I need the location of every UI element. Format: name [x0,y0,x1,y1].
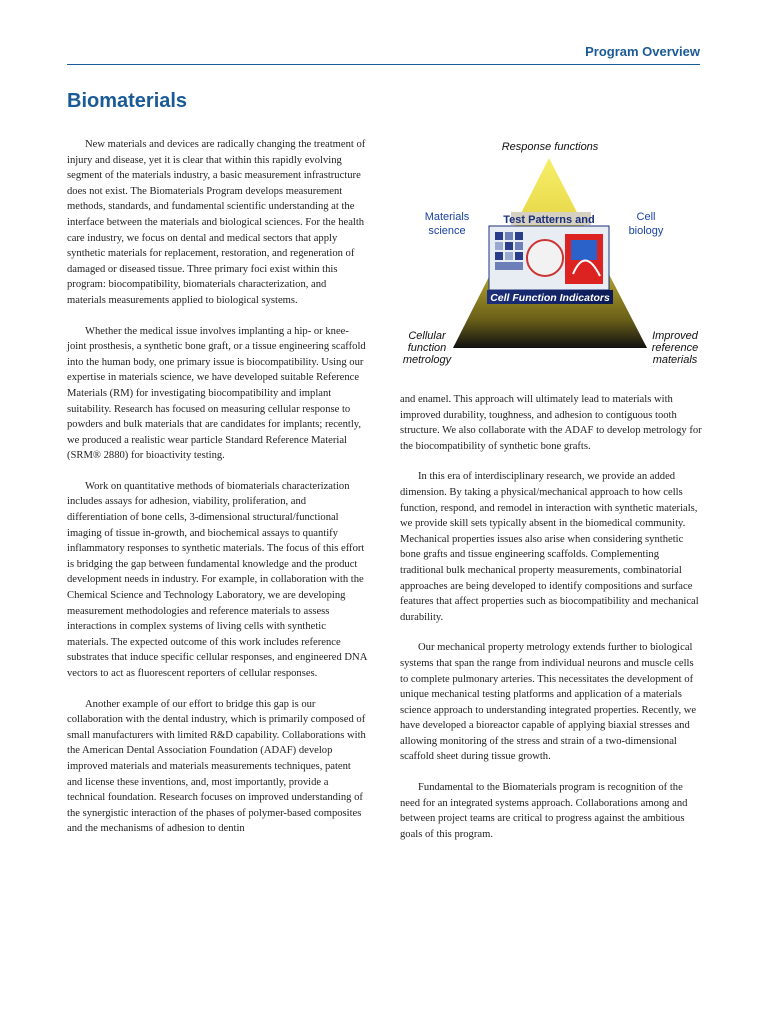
paragraph: Fundamental to the Biomaterials program is recognition of the need for an integrated systems approach. Collaborations among and between project teams are critical to progress against the ambitious goals of this program. [400,782,688,840]
response-functions-label: Response functions [501,141,599,153]
test-patterns-label: Test Patterns and [503,214,595,226]
cell-label: Cell [636,211,656,223]
paragraph: Whether the medical issue involves implanting a hip- or knee-joint prosthesis, a synthetic bone graft, or a tissue engineering scaffold into the human body, one primary issue is biocompatibility. Using our expertise in materials science, we have developed suitable Reference Materials (RM) for investigating biocompatibility and implant suitability. Research has focused on measuring cellular response to powders and bulk materials that are candidates for implants; recently, we produced a realistic wear particle Standard Reference Material (SRM® 2880) for bioactivity testing. [67,325,366,462]
page-title: Biomaterials [67,90,188,112]
function-label: function [407,342,447,354]
improved-label: Improved [652,330,698,342]
header-rule [67,64,700,65]
cell-dish-icon [527,240,563,276]
paragraph: New materials and devices are radically changing the treatment of injury and disease, yet it is clear that within this rapidly evolving segment of the materials industry, a basic measurement infrastructure does not exist. The Biomaterials Program develops measurement methods, standards, and fundamental scientific understanding at the interface between the materials and biological sciences. For the health care industry, we focus on dental and medical sectors that apply synthetic materials for replacement, restoration, and regeneration of damaged or diseased tissue. Three primary foci exist within this program: biocompatibility, biomaterials characterization, and materials measurements applied to biological systems. [67,139,366,306]
pyramid-diagram [395,136,705,368]
metrology-label: metrology [402,354,452,366]
paragraph: Our mechanical property metrology extends further to biological systems that span the range from individual neurons and muscle cells to complete pulmonary arteries. This necessitates the development of unique mechanical testing platforms and application of a materials science approach to understanding integrated properties. Recently, we have developed a bioreactor capable of applying biaxial stresses and allowing monitoring of the stress and strain of a two-dimensional scaffold sheet during tissue growth. [400,642,697,763]
biology-label: biology [628,225,664,237]
paragraph: In this era of interdisciplinary research, we provide an added dimension. By taking a physical/mechanical approach to how cells function, respond, and remodel in interaction with synthetic materials, we provide skill sets typically absent in the biomedical community. Mechanical properties issues also arise when considering synthetic bone grafts and tissue engineering scaffolds. Complementing traditional bulk mechanical property measurements, combinatorial approaches are being developed to identify compositions and surface features that affect properties such as biocompatibility and mechanical durability. [400,471,699,623]
cellular-label: Cellular [408,330,446,342]
paragraph: Work on quantitative methods of biomaterials characterization includes assays for adhesion, viability, proliferation, and differentiation of bone cells, 3-dimensional structural/functional imaging of tissue in-growth, and biochemical assays to quantify inflammatory responses to synthetic materials. The focus of this effort is bridging the gap between fundamental knowledge and the product development needs in industry. For example, in collaboration with the Chemical Science and Technology Laboratory, we are developing measurement methodologies and reference materials to assess interactions in complex systems of living cells with synthetic materials. The expected outcome of this work includes reference substrates that induce specific cellular responses, and engineered DNA vectors to act as fluorescent reporters of cellular responses. [67,480,367,679]
cell-function-label: Cell Function Indicators [490,292,610,304]
reference-label: reference [651,342,699,354]
left-column [67,137,367,852]
paragraph: Another example of our effort to bridge this gap is our collaboration with the dental industry, which is primarily composed of small manufacturers with limited R&D capability. Collaborations with the American Dental Association Foundation (ADAF) develop improved materials and materials measurements techniques, patent and license these inventions, and, most importantly, provide a technical foundation. Research focuses on improved understanding of the synergistic interaction of the phases of polymer-based composites and the mechanisms of adhesion to dentin [67,698,366,835]
science-label: science [428,225,466,237]
pyramid-figure [395,136,705,368]
right-column [400,392,702,857]
section-header: Program Overview [585,44,700,59]
paragraph: and enamel. This approach will ultimately lead to materials with improved durability, toughness, and adhesion to contiguous tooth structure. We also collaborate with the ADAF to develop metrology for the biocompatibility of synthetic bone grafts. [400,394,702,452]
materials-ref-label: materials [652,354,698,366]
materials-label: Materials [424,211,470,223]
